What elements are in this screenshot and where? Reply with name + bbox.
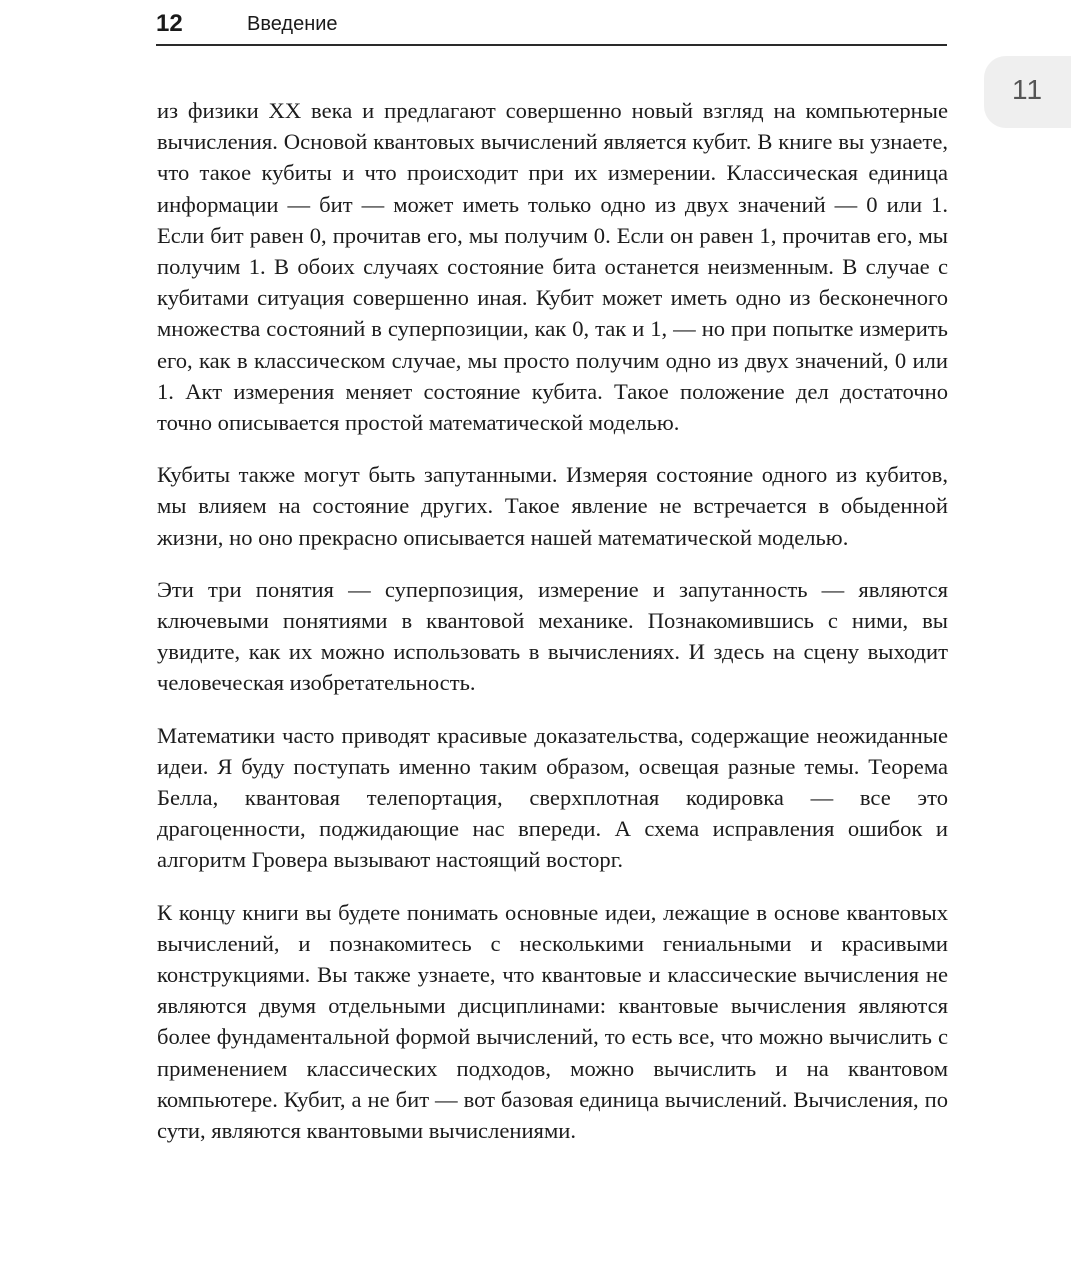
page-body [157, 95, 948, 1167]
body-paragraph: из физики XX века и предлагают совершенно новый взгляд на компьютерные вычисления. Основой квантовых вычислений является кубит. В книге вы узнаете, что такое кубиты и что происходит при их измерении. Классическая единица информации — бит — может иметь только одно из двух значений — 0 или 1. Если бит равен 0, прочитав его, мы получим 0. Если он равен 1, прочитав его, мы получим 1. В обоих случаях состояние бита останется неизменным. В случае с кубитами ситуация совершенно иная. Кубит может иметь одно из бесконечного множества состояний в суперпозиции, как 0, так и 1, — но при попытке измерить его, как в классическом случае, мы просто получим одно из двух значений, 0 или 1. Акт измерения меняет состояние кубита. Такое положение дел достаточно точно описывается простой математической моделью. [157, 98, 948, 436]
header-section-title: Введение [247, 13, 338, 35]
body-paragraph: К концу книги вы будете понимать основные идеи, лежащие в основе квантовых вычислений, и познакомитесь с несколькими гениальными и красивыми конструкциями. Вы также узнаете, что квантовые и классические вычисления не являются двумя отдельными дисциплинами: квантовые вычисления являются более фундаментальной формой вычислений, то есть все, что можно вычислить с применением классических подходов, можно вычислить и на квантовом компьютере. Кубит, а не бит — вот базовая единица вычислений. Вычисления, по сути, являются квантовыми вычислениями. [157, 899, 948, 1144]
body-paragraph: Кубиты также могут быть запутанными. Измеряя состояние одного из кубитов, мы влияем на состояние других. Такое явление не встречается в обыденной жизни, но оно прекрасно описывается нашей математической моделью. [157, 462, 948, 550]
reader-page-number: 11 [1012, 74, 1044, 105]
body-paragraph: Математики часто приводят красивые доказательства, содержащие неожиданные идеи. Я буду поступать именно таким образом, освещая разные темы. Теорема Белла, квантовая телепортация, сверхплотная кодировка — все это драгоценности, поджидающие нас впереди. А схема исправления ошибок и алгоритм Гровера вызывают настоящий восторг. [157, 722, 948, 873]
reader-page-indicator[interactable] [984, 56, 1071, 128]
running-header [156, 8, 947, 46]
body-paragraph: Эти три понятия — суперпозиция, измерение и запутанность — являются ключевыми понятиями в квантовой механике. Познакомившись с ними, вы увидите, как их можно использовать в вычислениях. И здесь на сцену выходит человеческая изобретательность. [157, 576, 948, 696]
header-page-number: 12 [156, 10, 183, 37]
